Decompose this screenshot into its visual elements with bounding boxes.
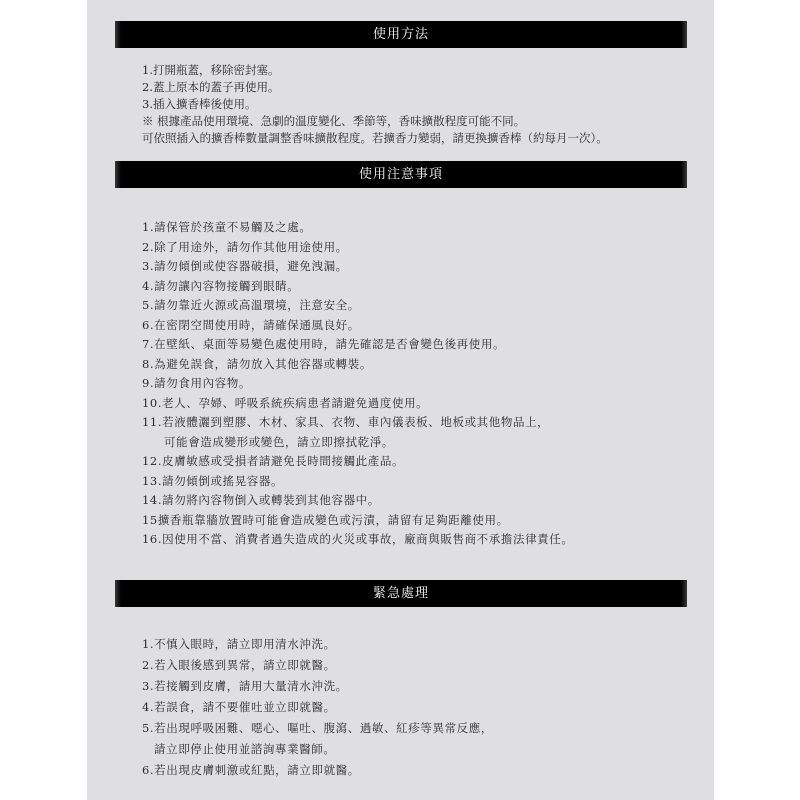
- usage-item: 1.打開瓶蓋，移除密封塞。: [142, 63, 280, 77]
- emergency-item: 4.若誤食，請不要催吐並立即就醫。: [142, 700, 336, 714]
- precaution-item: 15擴香瓶靠牆放置時可能會造成變色或污漬，請留有足夠距離使用。: [142, 512, 509, 527]
- precaution-item: 13.請勿傾倒或搖晃容器。: [142, 473, 284, 488]
- precautions-list: [142, 218, 573, 550]
- instruction-sheet: [87, 0, 714, 800]
- usage-list: [142, 62, 608, 147]
- precaution-item: 12.皮膚敏感或受損者請避免長時間接觸此產品。: [142, 454, 405, 468]
- emergency-section-header: 緊急處理: [115, 580, 687, 607]
- precaution-item: 16.因使用不當、消費者過失造成的火災或事故，廠商與販售商不承擔法律責任。: [142, 532, 574, 546]
- emergency-item: 6.若出現皮膚刺激或紅點，請立即就醫。: [142, 763, 360, 777]
- usage-note: ※ 根據產品使用環境、急劇的溫度變化、季節等，香味擴散程度可能不同。: [142, 114, 526, 128]
- usage-note: 可依照插入的擴香棒數量調整香味擴散程度。若擴香力變弱，請更換擴香棒（約每月一次）。: [142, 131, 608, 145]
- emergency-item: 5.若出現呼吸困難、噁心、嘔吐、腹瀉、過敏、紅疹等異常反應，: [142, 721, 493, 735]
- emergency-list: [142, 634, 493, 781]
- precaution-item: 5.請勿靠近火源或高溫環境，注意安全。: [142, 298, 360, 312]
- precaution-item: 10.老人、孕婦、呼吸系統疾病患者請避免過度使用。: [142, 395, 429, 410]
- precaution-item: 7.在壁紙、桌面等易變色處使用時，請先確認是否會變色後再使用。: [142, 337, 506, 351]
- precaution-item: 8.為避免誤食，請勿放入其他容器或轉裝。: [142, 356, 372, 371]
- precaution-item: 6.在密閉空間使用時，請確保通風良好。: [142, 317, 360, 332]
- usage-item: 3.插入擴香棒後使用。: [142, 97, 257, 111]
- emergency-item-continuation: 請立即停止使用並諮詢專業醫師。: [154, 742, 336, 756]
- precaution-item: 14.請勿將內容物倒入或轉裝到其他容器中。: [142, 493, 380, 507]
- precaution-item: 9.請勿食用內容物。: [142, 376, 251, 390]
- emergency-item: 3.若接觸到皮膚，請用大量清水沖洗。: [142, 679, 348, 693]
- usage-item: 2.蓋上原本的蓋子再使用。: [142, 80, 280, 94]
- emergency-item: 1.不慎入眼時，請立即用清水沖洗。: [142, 637, 336, 651]
- precaution-item: 11.若液體灑到塑膠、木材、家具、衣物、車內儀表板、地板或其他物品上，: [142, 415, 550, 429]
- precaution-item: 1.請保管於孩童不易觸及之處。: [142, 220, 312, 234]
- precaution-item: 4.請勿讓內容物接觸到眼睛。: [142, 278, 300, 293]
- precaution-item-continuation: 可能會造成變形或變色，請立即擦拭乾淨。: [164, 434, 394, 449]
- precaution-item: 3.請勿傾倒或使容器破損，避免洩漏。: [142, 259, 348, 273]
- usage-section-header: 使用方法: [115, 21, 687, 48]
- precautions-section-header: 使用注意事項: [115, 161, 687, 188]
- emergency-item: 2.若入眼後感到異常，請立即就醫。: [142, 658, 336, 672]
- precaution-item: 2.除了用途外，請勿作其他用途使用。: [142, 239, 348, 254]
